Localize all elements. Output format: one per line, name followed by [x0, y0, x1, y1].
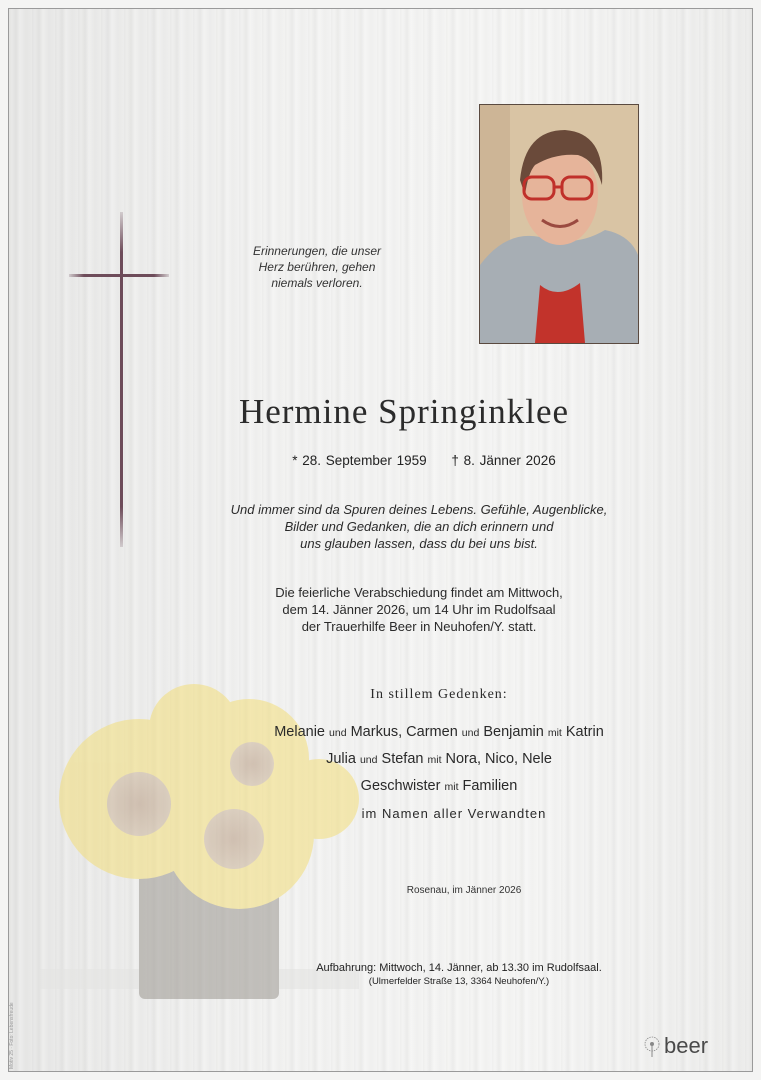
- quote-line: uns glauben lassen, dass du bei uns bist.: [300, 536, 538, 551]
- announcement-line: Die feierliche Verabschiedung findet am Mittwoch,: [275, 585, 563, 600]
- motto: [217, 243, 417, 291]
- in-memory-heading: In stillem Gedenken:: [370, 687, 508, 702]
- mourner-name: Familien: [462, 778, 518, 794]
- dandelion-icon: [642, 1036, 662, 1058]
- motto-line: niemals verloren.: [271, 276, 363, 290]
- mourner-name: Katrin: [565, 724, 604, 740]
- mourner-name: Julia: [326, 751, 356, 767]
- logo-text: beer: [664, 1033, 709, 1058]
- beer-logo: [642, 1033, 722, 1059]
- mourners-line: [239, 746, 639, 773]
- cross-vertical: [120, 212, 123, 547]
- birth-date: * 28. September 1959: [292, 453, 427, 468]
- memorial-quote: [199, 501, 639, 552]
- conjunction: mit: [444, 781, 459, 793]
- deceased-name: Hermine Springinklee: [238, 392, 570, 431]
- mourner-name: Geschwister: [360, 778, 441, 794]
- viewing-address: (Ulmerfelder Straße 13, 3364 Neuhofen/Y.): [368, 976, 550, 987]
- death-date: † 8. Jänner 2026: [451, 453, 556, 468]
- mourner-name: Stefan: [381, 751, 424, 767]
- conjunction: mit: [427, 754, 442, 766]
- viewing-main: Aufbahrung: Mittwoch, 14. Jänner, ab 13.30 im Rudolfsaal.: [316, 962, 602, 974]
- funeral-announcement: [229, 584, 609, 635]
- portrait-photo: [479, 104, 639, 344]
- conjunction: und: [461, 727, 480, 739]
- image-credit: [8, 1002, 19, 1069]
- conjunction: und: [359, 754, 378, 766]
- mourners-list: [239, 719, 639, 800]
- portrait-illustration: [480, 105, 638, 343]
- mourner-name: Benjamin: [483, 724, 544, 740]
- viewing-info: [279, 961, 639, 989]
- quote-line: Und immer sind da Spuren deines Lebens. Gefühle, Augenblicke,: [230, 502, 608, 517]
- on-behalf-line: im Namen aller Verwandten: [361, 806, 547, 821]
- image-credit-text: Motiv 25 · Foto: Lebensfreude: [9, 1002, 15, 1069]
- cross-horizontal: [69, 274, 169, 277]
- motto-line: Erinnerungen, die unser: [252, 244, 382, 258]
- mourner-name: Markus, Carmen: [350, 724, 458, 740]
- announcement-line: dem 14. Jänner 2026, um 14 Uhr im Rudolfsaal: [282, 602, 556, 617]
- mourner-name: Melanie: [274, 724, 325, 740]
- life-dates: [279, 453, 569, 468]
- mourner-name: Nora, Nico, Nele: [445, 751, 552, 767]
- motto-line: Herz berühren, gehen: [258, 260, 376, 274]
- announcement-line: der Trauerhilfe Beer in Neuhofen/Y. statt.: [301, 619, 537, 634]
- mourners-line: [239, 719, 639, 746]
- conjunction: und: [329, 727, 347, 739]
- conjunction: mit: [547, 727, 562, 739]
- mourners-line: [239, 773, 639, 800]
- parte-page: [8, 8, 753, 1072]
- quote-line: Bilder und Gedanken, die an dich erinnern und: [284, 519, 554, 534]
- place-date: Rosenau, im Jänner 2026: [406, 885, 522, 896]
